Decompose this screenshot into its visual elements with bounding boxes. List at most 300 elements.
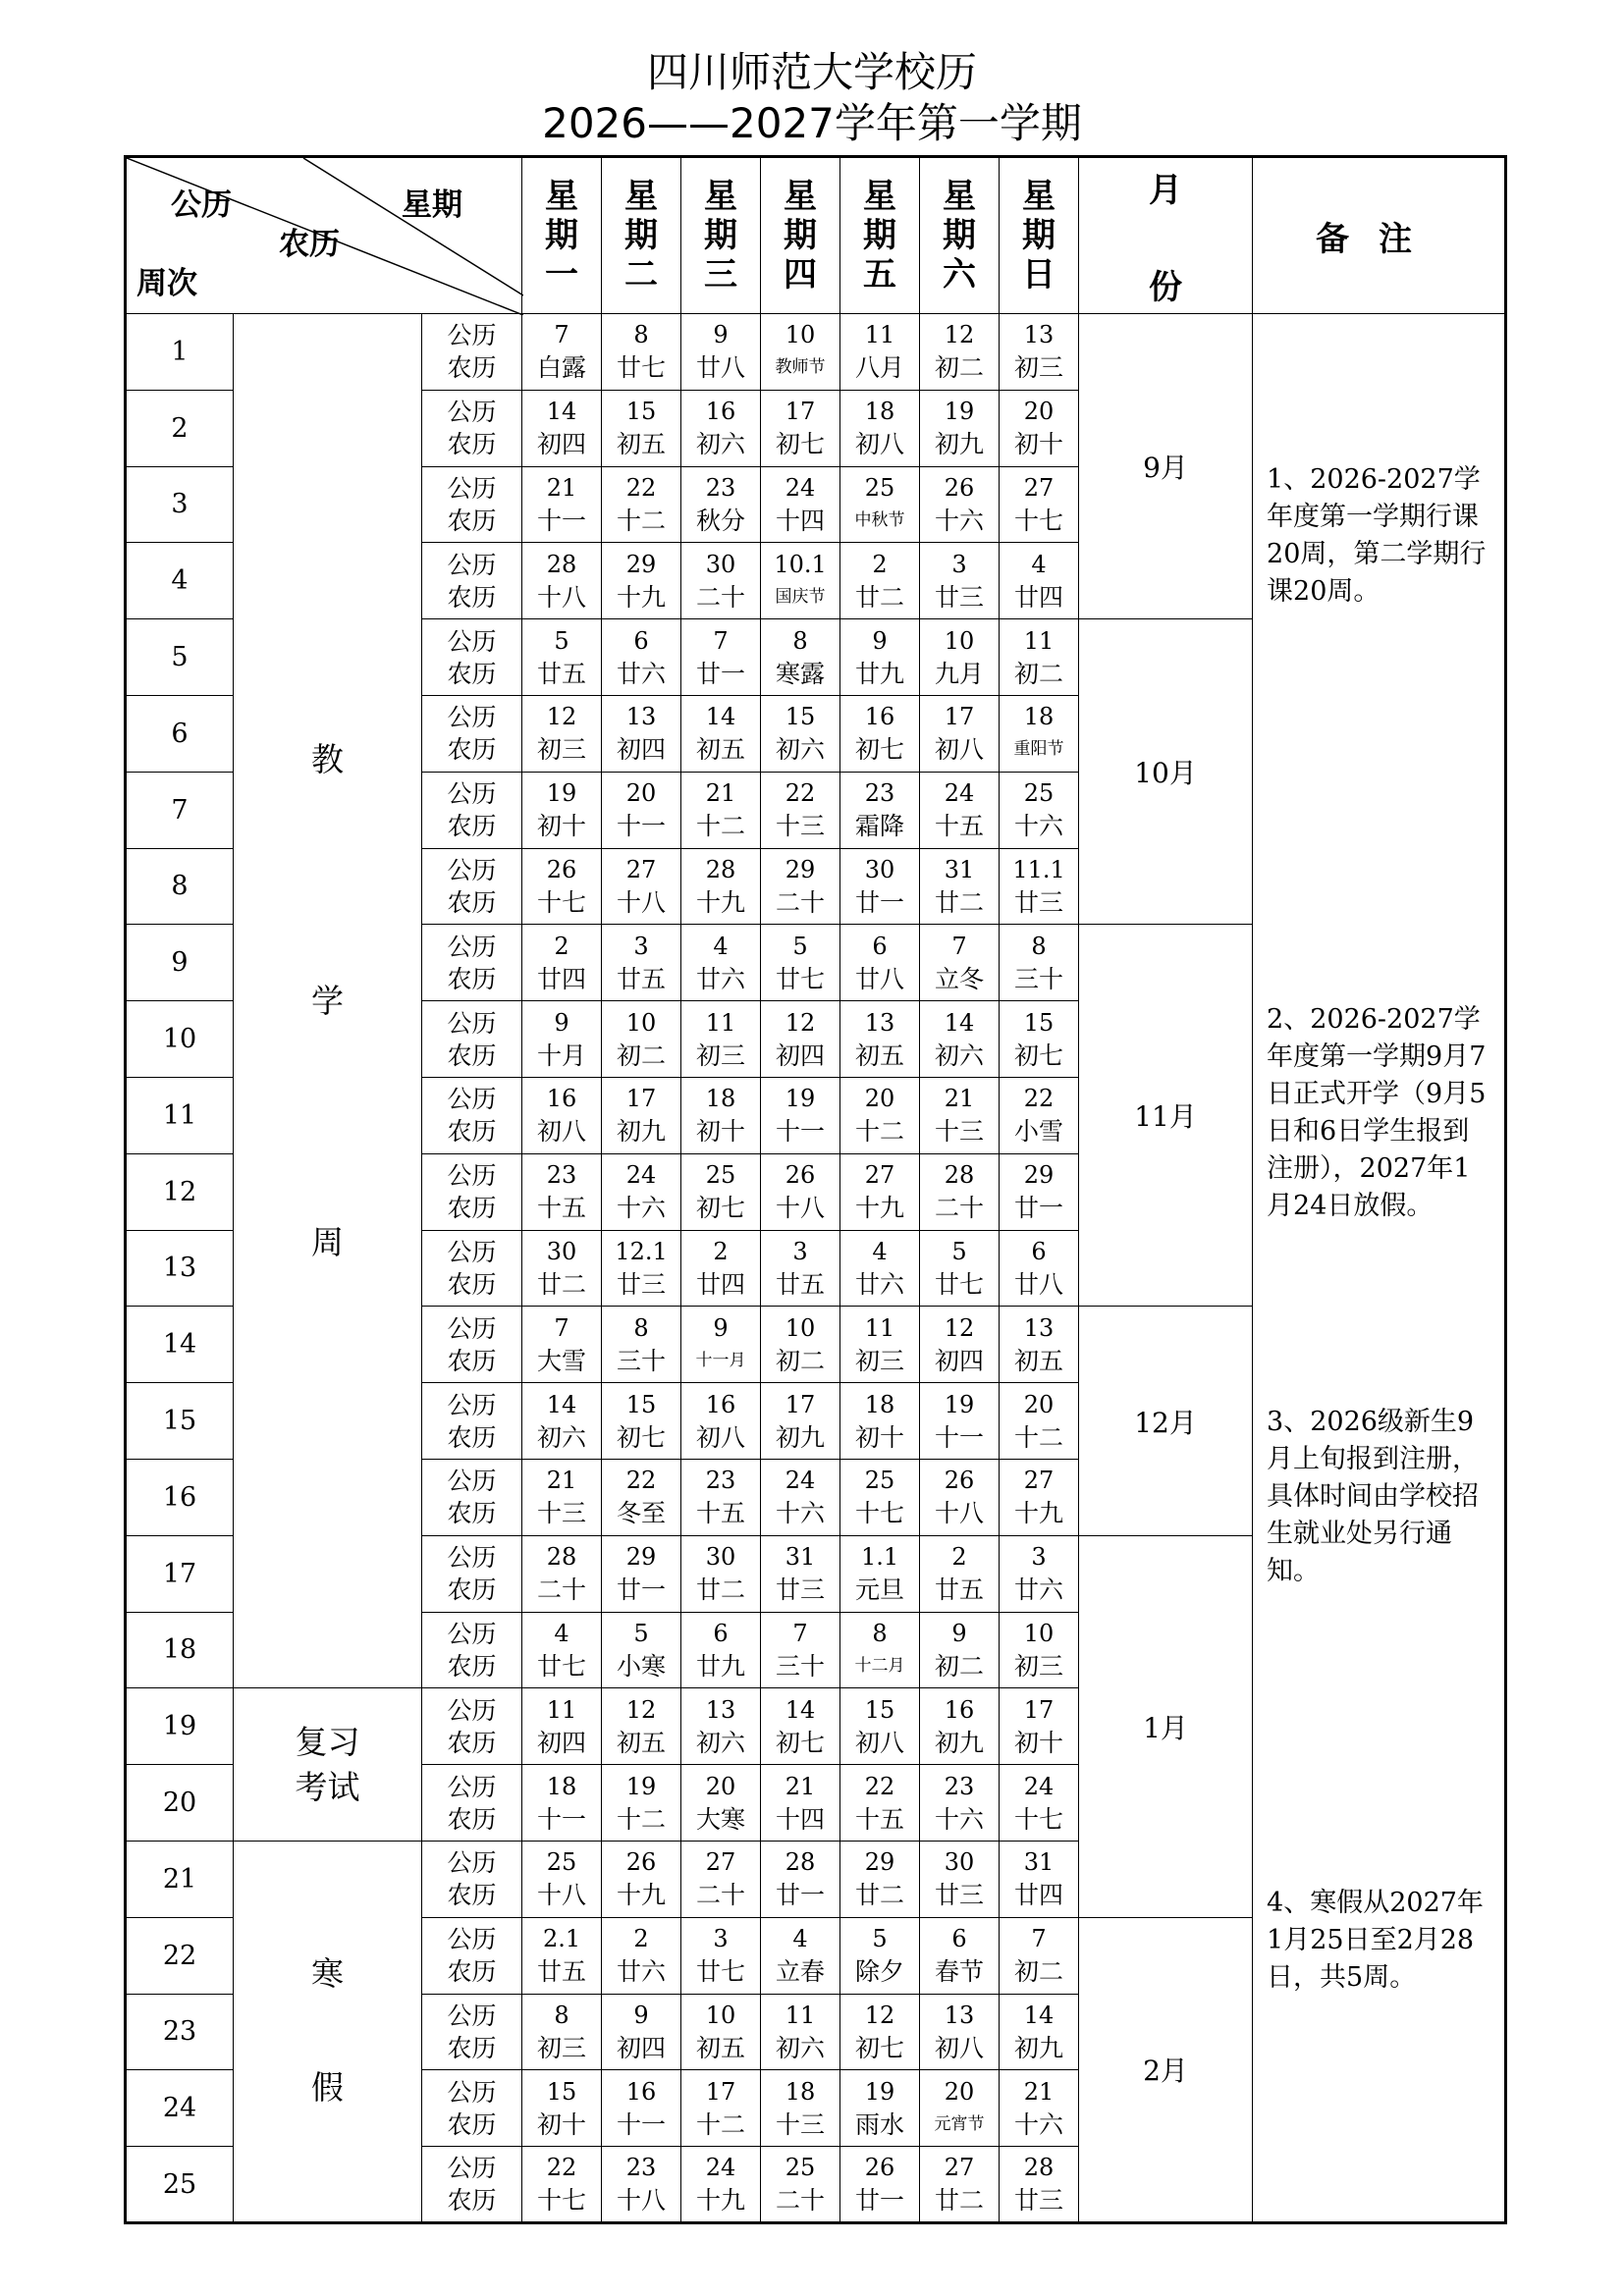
page-subtitle: 2026——2027学年第一学期 — [542, 99, 1082, 147]
day-cell-thu — [761, 314, 840, 391]
lunar-date: 三十 — [1014, 964, 1064, 993]
remarks-header: 备注 — [1253, 157, 1506, 314]
day-cell-thu — [761, 1688, 840, 1765]
gregorian-date: 31 — [1023, 1848, 1055, 1877]
row-type-labels — [422, 1994, 522, 2070]
day-cell-sat — [920, 1765, 1000, 1842]
row-type-labels — [422, 772, 522, 848]
label-nongli: 农历 — [447, 1041, 497, 1070]
gregorian-date: 22 — [625, 1467, 657, 1495]
gregorian-date: 10.1 — [774, 550, 827, 578]
label-gongli: 公历 — [447, 1085, 497, 1114]
gregorian-date: 4 — [713, 932, 729, 960]
gregorian-date: 7 — [554, 321, 569, 349]
week-number: 15 — [126, 1383, 234, 1460]
gregorian-date: 17 — [625, 1085, 657, 1113]
lunar-date: 十八 — [537, 582, 587, 612]
gregorian-date: 18 — [864, 1390, 895, 1418]
gregorian-date: 22 — [785, 779, 816, 808]
lunar-date: 中秋节 — [854, 509, 905, 530]
day-cell-mon — [522, 1994, 602, 2070]
day-cell-wed — [681, 772, 761, 848]
lunar-date: 廿八 — [855, 964, 905, 993]
gregorian-date: 21 — [785, 1772, 816, 1800]
label-nongli: 农历 — [447, 735, 497, 765]
gregorian-date: 16 — [864, 703, 895, 731]
label-gongli: 公历 — [447, 1390, 497, 1419]
lunar-date: 十二 — [617, 1804, 667, 1834]
day-cell-thu — [761, 1612, 840, 1688]
lunar-date: 初三 — [537, 2033, 587, 2062]
day-cell-wed — [681, 1383, 761, 1460]
label-gongli: 公历 — [447, 2001, 497, 2030]
lunar-date: 初七 — [855, 735, 905, 765]
gregorian-date: 26 — [546, 855, 577, 883]
day-cell-wed — [681, 848, 761, 925]
day-cell-sat — [920, 1535, 1000, 1612]
lunar-date: 初五 — [696, 2033, 746, 2062]
label-nongli: 农历 — [447, 2109, 497, 2139]
label-nongli: 农历 — [447, 1269, 497, 1299]
lunar-date: 十二 — [855, 1117, 905, 1147]
lunar-date: 初十 — [1014, 1728, 1064, 1757]
day-cell-fri — [840, 1230, 920, 1307]
day-cell-mon — [522, 1765, 602, 1842]
row-type-labels — [422, 1841, 522, 1917]
lunar-date: 十六 — [1014, 812, 1064, 841]
lunar-date: 十二月 — [854, 1655, 905, 1676]
week-number: 12 — [126, 1153, 234, 1230]
lunar-date: 廿二 — [537, 1269, 587, 1299]
label-nongli: 农历 — [447, 1881, 497, 1910]
gregorian-date: 19 — [785, 1085, 816, 1113]
gregorian-date: 27 — [1023, 1467, 1055, 1495]
gregorian-date: 10 — [625, 1008, 657, 1037]
period-label: 教 — [311, 739, 344, 778]
label-gongli: 公历 — [447, 1619, 497, 1648]
day-cell-sun — [1000, 1994, 1079, 2070]
lunar-date: 廿五 — [617, 964, 667, 993]
gregorian-date: 27 — [1023, 473, 1055, 502]
gregorian-date: 4 — [792, 1925, 808, 1953]
month-label: 1月 — [1079, 1535, 1253, 1917]
gregorian-date: 4 — [554, 1619, 569, 1647]
gregorian-date: 21 — [944, 1085, 975, 1113]
day-cell-wed — [681, 1612, 761, 1688]
day-cell-sat — [920, 314, 1000, 391]
lunar-date: 廿五 — [776, 1269, 826, 1299]
gregorian-date: 26 — [944, 1467, 975, 1495]
day-cell-mon — [522, 314, 602, 391]
lunar-date: 初二 — [617, 1041, 667, 1070]
lunar-date: 初六 — [776, 2033, 826, 2062]
day-cell-thu — [761, 1459, 840, 1535]
label-gongli: 公历 — [447, 1543, 497, 1573]
gregorian-date: 18 — [864, 398, 895, 426]
gregorian-date: 23 — [625, 2154, 657, 2182]
lunar-date: 十七 — [1014, 1804, 1064, 1834]
gregorian-date: 9 — [713, 321, 729, 349]
lunar-date: 十一 — [935, 1422, 985, 1452]
lunar-date: 廿七 — [617, 353, 667, 383]
day-cell-sun — [1000, 772, 1079, 848]
lunar-date: 二十 — [537, 1575, 587, 1605]
label-nongli: 农历 — [447, 506, 497, 535]
week-number: 17 — [126, 1535, 234, 1612]
lunar-date: 廿一 — [855, 2186, 905, 2216]
day-cell-sun — [1000, 848, 1079, 925]
day-cell-mon — [522, 1001, 602, 1078]
day-cell-tue — [602, 2147, 681, 2223]
period-teaching — [234, 314, 422, 1688]
header-row — [126, 157, 1506, 314]
day-cell-sat — [920, 848, 1000, 925]
lunar-date: 十三 — [537, 1499, 587, 1528]
day-cell-fri — [840, 2070, 920, 2147]
day-cell-thu — [761, 2147, 840, 2223]
gregorian-date: 13 — [944, 2001, 975, 2029]
header-xingqi: 星期 — [402, 187, 462, 223]
week-number: 22 — [126, 1917, 234, 1994]
day-cell-fri — [840, 695, 920, 772]
lunar-date: 十八 — [776, 1194, 826, 1223]
day-cell-mon — [522, 390, 602, 466]
gregorian-date: 28 — [546, 550, 577, 578]
lunar-date: 十二 — [1014, 1422, 1064, 1452]
day-cell-mon — [522, 1688, 602, 1765]
gregorian-date: 2 — [633, 1925, 649, 1953]
lunar-date: 初四 — [537, 430, 587, 459]
label-nongli: 农历 — [447, 1422, 497, 1452]
lunar-date: 廿二 — [696, 1575, 746, 1605]
lunar-date: 廿六 — [617, 659, 667, 688]
lunar-date: 春节 — [935, 1957, 985, 1987]
lunar-date: 初六 — [776, 735, 826, 765]
row-type-labels — [422, 2070, 522, 2147]
lunar-date: 廿六 — [1014, 1575, 1064, 1605]
day-cell-tue — [602, 1230, 681, 1307]
day-cell-wed — [681, 2070, 761, 2147]
lunar-date: 初五 — [617, 430, 667, 459]
gregorian-date: 7 — [792, 1619, 808, 1647]
lunar-date: 初十 — [696, 1117, 746, 1147]
lunar-date: 初七 — [776, 1728, 826, 1757]
gregorian-date: 26 — [864, 2154, 895, 2182]
day-cell-fri — [840, 848, 920, 925]
row-type-labels — [422, 695, 522, 772]
gregorian-date: 23 — [705, 473, 736, 502]
gregorian-date: 5 — [633, 1619, 649, 1647]
weekday-mon: 星 期 一 — [522, 157, 602, 314]
lunar-date: 初七 — [1014, 1041, 1064, 1070]
gregorian-date: 24 — [785, 473, 816, 502]
label-gongli: 公历 — [447, 703, 497, 732]
lunar-date: 廿一 — [1014, 1194, 1064, 1223]
week-number: 10 — [126, 1001, 234, 1078]
day-cell-tue — [602, 390, 681, 466]
lunar-date: 大雪 — [537, 1346, 587, 1375]
lunar-date: 三十 — [617, 1346, 667, 1375]
weekday-fri: 星 期 五 — [840, 157, 920, 314]
gregorian-date: 8 — [792, 626, 808, 655]
gregorian-date: 17 — [705, 2077, 736, 2106]
gregorian-date: 8 — [872, 1619, 888, 1647]
lunar-date: 初七 — [855, 2033, 905, 2062]
gregorian-date: 22 — [864, 1772, 895, 1800]
lunar-date: 二十 — [776, 2186, 826, 2216]
row-type-labels — [422, 1153, 522, 1230]
gregorian-date: 15 — [625, 398, 657, 426]
lunar-date: 冬至 — [617, 1499, 667, 1528]
lunar-date: 初八 — [935, 735, 985, 765]
lunar-date: 廿九 — [855, 659, 905, 688]
day-cell-mon — [522, 619, 602, 696]
gregorian-date: 22 — [1023, 1085, 1055, 1113]
label-nongli: 农历 — [447, 812, 497, 841]
gregorian-date: 23 — [864, 779, 895, 808]
lunar-date: 初九 — [776, 1422, 826, 1452]
day-cell-mon — [522, 2147, 602, 2223]
gregorian-date: 12 — [944, 1313, 975, 1342]
day-cell-sun — [1000, 1153, 1079, 1230]
weekday-tue: 星 期 二 — [602, 157, 681, 314]
gregorian-date: 20 — [625, 779, 657, 808]
day-cell-wed — [681, 1994, 761, 2070]
row-type-labels — [422, 1688, 522, 1765]
day-cell-wed — [681, 695, 761, 772]
row-type-labels — [422, 1077, 522, 1153]
day-cell-tue — [602, 1307, 681, 1383]
gregorian-date: 20 — [944, 2077, 975, 2106]
day-cell-fri — [840, 390, 920, 466]
gregorian-date: 28 — [785, 1848, 816, 1877]
gregorian-date: 12 — [944, 321, 975, 349]
lunar-date: 廿二 — [855, 1881, 905, 1910]
label-gongli: 公历 — [447, 1772, 497, 1801]
lunar-date: 初九 — [617, 1117, 667, 1147]
day-cell-mon — [522, 466, 602, 543]
lunar-date: 廿六 — [617, 1957, 667, 1987]
lunar-date: 十五 — [537, 1194, 587, 1223]
week-number: 9 — [126, 925, 234, 1001]
day-cell-thu — [761, 695, 840, 772]
gregorian-date: 17 — [785, 1390, 816, 1418]
day-cell-mon — [522, 1459, 602, 1535]
day-cell-fri — [840, 466, 920, 543]
label-nongli: 农历 — [447, 430, 497, 459]
day-cell-wed — [681, 1535, 761, 1612]
lunar-date: 初八 — [537, 1117, 587, 1147]
lunar-date: 十八 — [537, 1881, 587, 1910]
lunar-date: 廿六 — [855, 1269, 905, 1299]
gregorian-date: 19 — [864, 2077, 895, 2106]
day-cell-tue — [602, 1077, 681, 1153]
lunar-date: 十七 — [855, 1499, 905, 1528]
day-cell-sat — [920, 1459, 1000, 1535]
lunar-date: 初三 — [696, 1041, 746, 1070]
day-cell-wed — [681, 314, 761, 391]
day-cell-tue — [602, 1001, 681, 1078]
day-cell-tue — [602, 695, 681, 772]
day-cell-fri — [840, 1001, 920, 1078]
gregorian-date: 12 — [864, 2001, 895, 2029]
day-cell-fri — [840, 1917, 920, 1994]
day-cell-sun — [1000, 1001, 1079, 1078]
day-cell-thu — [761, 1230, 840, 1307]
lunar-date: 初十 — [855, 1422, 905, 1452]
lunar-date: 十九 — [696, 887, 746, 917]
day-cell-tue — [602, 1153, 681, 1230]
week-number: 20 — [126, 1765, 234, 1842]
row-type-labels — [422, 314, 522, 391]
label-gongli: 公历 — [447, 1008, 497, 1038]
gregorian-date: 11 — [785, 2001, 816, 2029]
period-label: 寒 — [311, 1954, 344, 1994]
gregorian-date: 27 — [864, 1161, 895, 1190]
gregorian-date: 29 — [864, 1848, 895, 1877]
lunar-date: 廿一 — [855, 887, 905, 917]
gregorian-date: 30 — [944, 1848, 975, 1877]
gregorian-date: 7 — [951, 932, 967, 960]
day-cell-thu — [761, 1077, 840, 1153]
row-type-labels — [422, 1383, 522, 1460]
day-cell-mon — [522, 1383, 602, 1460]
day-cell-fri — [840, 1535, 920, 1612]
gregorian-date: 16 — [546, 1085, 577, 1113]
lunar-date: 十五 — [935, 812, 985, 841]
day-cell-mon — [522, 1230, 602, 1307]
gregorian-date: 25 — [864, 473, 895, 502]
day-cell-fri — [840, 1994, 920, 2070]
label-gongli: 公历 — [447, 1161, 497, 1191]
week-number: 21 — [126, 1841, 234, 1917]
week-number: 11 — [126, 1077, 234, 1153]
lunar-date: 十三 — [776, 812, 826, 841]
gregorian-date: 22 — [546, 2154, 577, 2182]
month-label: 9月 — [1079, 314, 1253, 619]
gregorian-date: 15 — [625, 1390, 657, 1418]
day-cell-wed — [681, 1001, 761, 1078]
gregorian-date: 15 — [546, 2077, 577, 2106]
gregorian-date: 18 — [705, 1085, 736, 1113]
week-number: 3 — [126, 466, 234, 543]
notes-cell — [1253, 314, 1506, 2223]
day-cell-fri — [840, 1307, 920, 1383]
day-cell-thu — [761, 466, 840, 543]
day-cell-mon — [522, 1841, 602, 1917]
gregorian-date: 28 — [705, 855, 736, 883]
day-cell-sat — [920, 1917, 1000, 1994]
day-cell-mon — [522, 1153, 602, 1230]
lunar-date: 初五 — [617, 1728, 667, 1757]
day-cell-sat — [920, 1841, 1000, 1917]
day-cell-sat — [920, 772, 1000, 848]
week-number: 4 — [126, 543, 234, 619]
day-cell-wed — [681, 925, 761, 1001]
note-4: 4、寒假从2027年1月25日至2月28日，共5周。 — [1267, 1888, 1484, 1993]
label-gongli: 公历 — [447, 321, 497, 350]
gregorian-date: 21 — [705, 779, 736, 808]
lunar-date: 十九 — [1014, 1499, 1064, 1528]
gregorian-date: 24 — [1023, 1772, 1055, 1800]
gregorian-date: 20 — [1023, 398, 1055, 426]
page-title: 四川师范大学校历 — [646, 48, 977, 96]
lunar-date: 八月 — [855, 353, 905, 383]
day-cell-thu — [761, 1001, 840, 1078]
lunar-date: 廿三 — [935, 1881, 985, 1910]
lunar-date: 小寒 — [617, 1651, 667, 1681]
gregorian-date: 16 — [705, 1390, 736, 1418]
gregorian-date: 7 — [713, 626, 729, 655]
day-cell-mon — [522, 772, 602, 848]
day-cell-wed — [681, 1077, 761, 1153]
period-label: 假 — [311, 2068, 344, 2108]
lunar-date: 十三 — [935, 1117, 985, 1147]
day-cell-fri — [840, 925, 920, 1001]
day-cell-tue — [602, 772, 681, 848]
row-type-labels — [422, 466, 522, 543]
gregorian-date: 4 — [872, 1237, 888, 1265]
lunar-date: 初十 — [537, 812, 587, 841]
gregorian-date: 31 — [944, 855, 975, 883]
gregorian-date: 9 — [554, 1008, 569, 1037]
gregorian-date: 27 — [705, 1848, 736, 1877]
gregorian-date: 19 — [625, 1772, 657, 1800]
lunar-date: 初五 — [855, 1041, 905, 1070]
lunar-date: 九月 — [935, 659, 985, 688]
day-cell-sun — [1000, 1688, 1079, 1765]
gregorian-date: 10 — [944, 626, 975, 655]
gregorian-date: 14 — [1023, 2001, 1055, 2029]
gregorian-date: 12 — [625, 1695, 657, 1724]
lunar-date: 初八 — [935, 2033, 985, 2062]
gregorian-date: 13 — [864, 1008, 895, 1037]
lunar-date: 十九 — [696, 2186, 746, 2216]
label-nongli: 农历 — [447, 1117, 497, 1147]
gregorian-date: 19 — [944, 398, 975, 426]
gregorian-date: 28 — [944, 1161, 975, 1190]
lunar-date: 初四 — [935, 1346, 985, 1375]
month-label: 11月 — [1079, 925, 1253, 1307]
lunar-date: 十二 — [696, 2109, 746, 2139]
lunar-date: 初六 — [696, 1728, 746, 1757]
day-cell-fri — [840, 1459, 920, 1535]
lunar-date: 廿五 — [537, 659, 587, 688]
gregorian-date: 7 — [1031, 1925, 1047, 1953]
label-gongli: 公历 — [447, 1313, 497, 1343]
row-type-labels — [422, 390, 522, 466]
gregorian-date: 21 — [546, 473, 577, 502]
day-cell-tue — [602, 543, 681, 619]
gregorian-date: 29 — [785, 855, 816, 883]
lunar-date: 初四 — [617, 2033, 667, 2062]
day-cell-wed — [681, 543, 761, 619]
lunar-date: 三十 — [776, 1651, 826, 1681]
lunar-date: 廿六 — [696, 964, 746, 993]
gregorian-date: 21 — [1023, 2077, 1055, 2106]
week-number: 13 — [126, 1230, 234, 1307]
day-cell-sat — [920, 1688, 1000, 1765]
day-cell-fri — [840, 543, 920, 619]
gregorian-date: 15 — [1023, 1008, 1055, 1037]
gregorian-date: 20 — [864, 1085, 895, 1113]
day-cell-thu — [761, 1841, 840, 1917]
lunar-date: 十七 — [1014, 506, 1064, 535]
lunar-date: 十五 — [855, 1804, 905, 1834]
gregorian-date: 25 — [546, 1848, 577, 1877]
gregorian-date: 18 — [785, 2077, 816, 2106]
lunar-date: 廿三 — [1014, 887, 1064, 917]
